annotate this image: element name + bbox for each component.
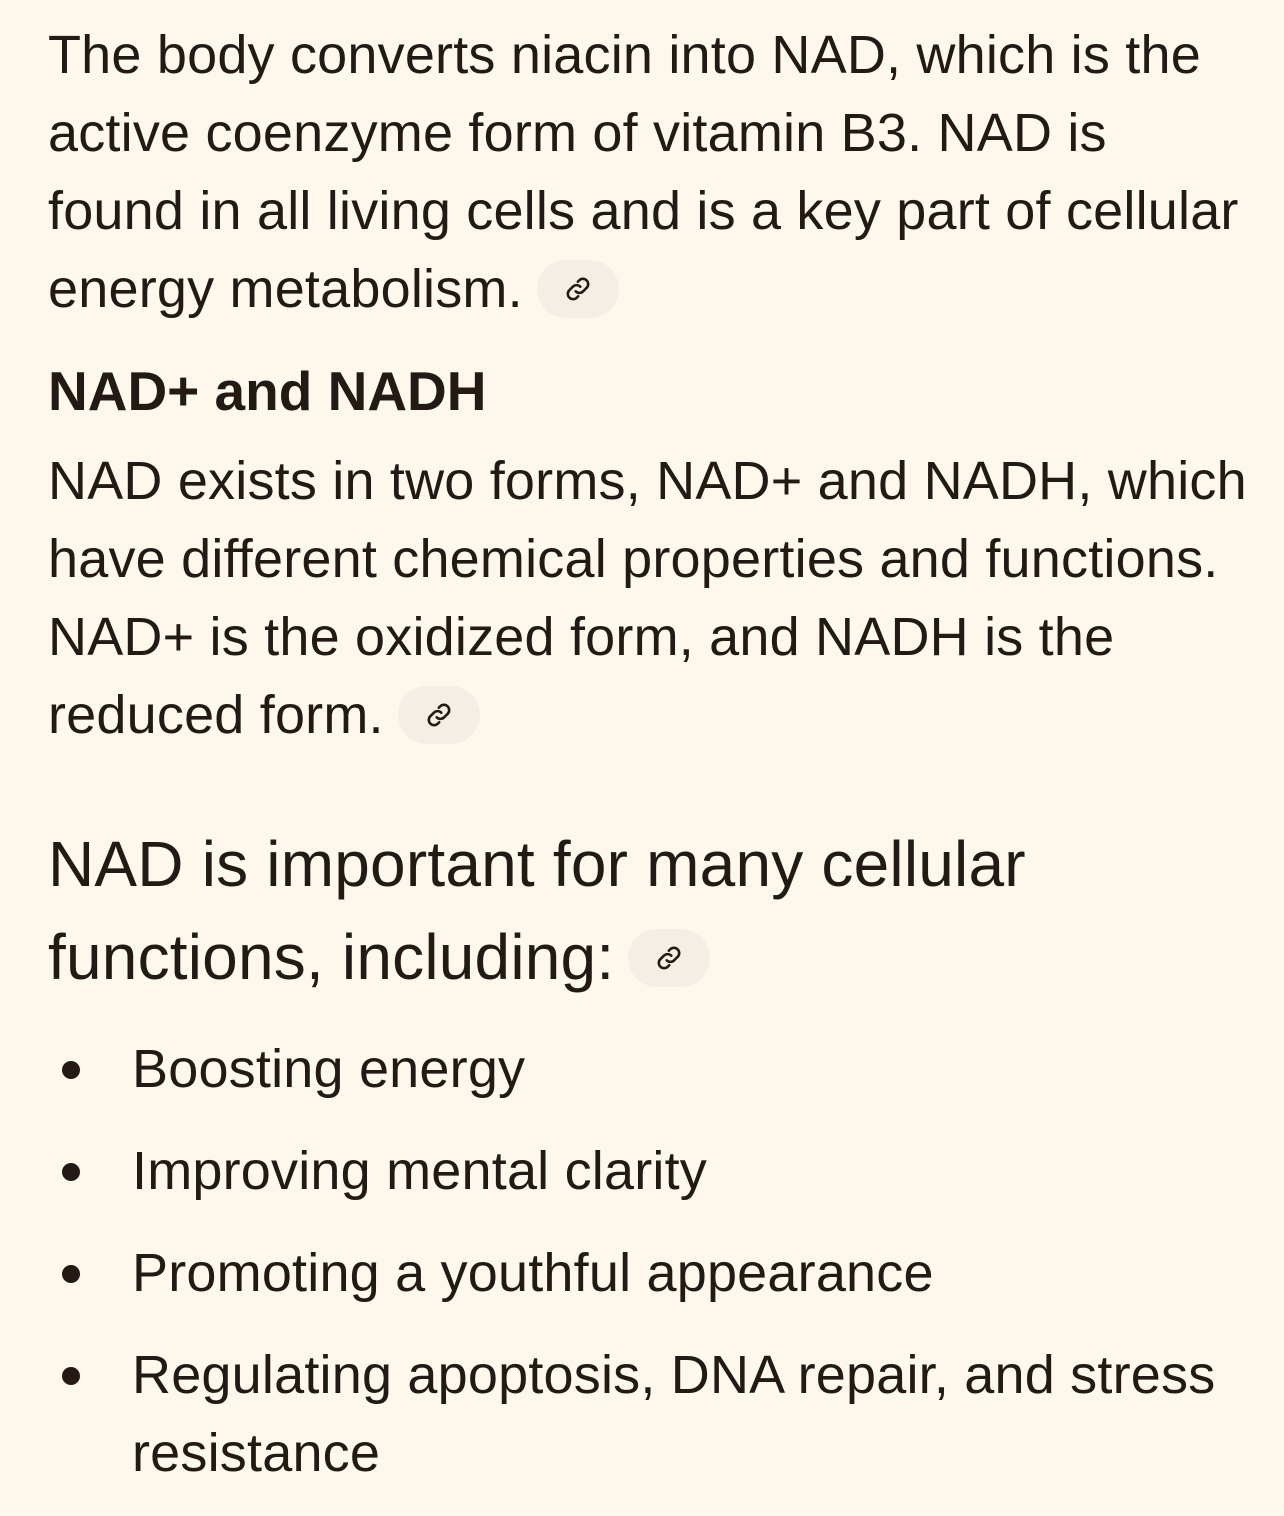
bullet-icon <box>62 1163 80 1181</box>
list-item <box>0 1234 1252 1312</box>
paragraph-nad-forms <box>48 442 1248 754</box>
source-link-button[interactable] <box>628 929 710 987</box>
list-item-text: Boosting energy <box>132 1039 526 1099</box>
paragraph-nad-functions-text: NAD is important for many cellular functions, including: <box>48 828 1026 993</box>
section-heading: NAD+ and NADH <box>48 360 487 422</box>
link-icon <box>655 944 683 972</box>
list-item <box>0 1336 1252 1492</box>
list-item-text: Promoting a youthful appearance <box>132 1243 934 1303</box>
list-item <box>0 1030 1252 1108</box>
paragraph-nad-forms-text: NAD exists in two forms, NAD+ and NADH, which have different chemical properties and functions. NAD+ is the oxidized form, and NADH is the reduced form. <box>48 451 1247 745</box>
list-item-text: Regulating apoptosis, DNA repair, and stress resistance <box>132 1345 1216 1483</box>
function-list <box>0 1030 1284 1516</box>
paragraph-niacin <box>48 16 1248 328</box>
list-item <box>0 1132 1252 1210</box>
bullet-icon <box>62 1061 80 1079</box>
bullet-icon <box>62 1367 80 1385</box>
bullet-icon <box>62 1265 80 1283</box>
source-link-button[interactable] <box>398 686 480 744</box>
list-item-text: Improving mental clarity <box>132 1141 707 1201</box>
link-icon <box>564 275 592 303</box>
link-icon <box>425 701 453 729</box>
source-link-button[interactable] <box>537 260 619 318</box>
paragraph-nad-functions <box>48 818 1248 1004</box>
paragraph-niacin-text: The body converts niacin into NAD, which is the active coenzyme form of vitamin B3. NAD is found in all living cells and is a key part of cellular energy metabolism. <box>48 25 1239 319</box>
